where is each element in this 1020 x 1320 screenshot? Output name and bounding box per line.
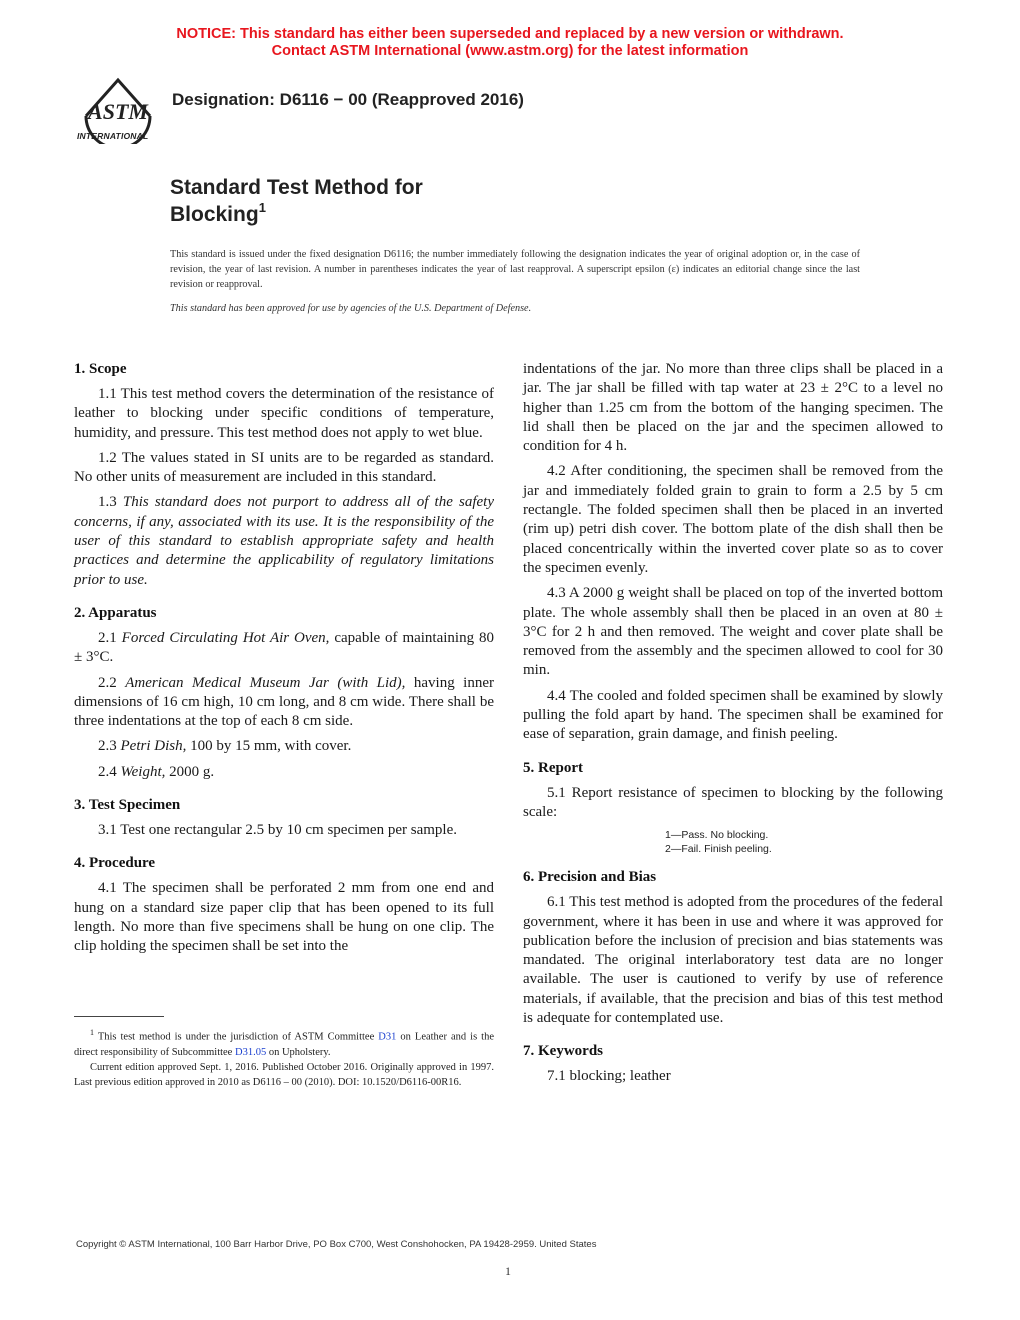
logo-text: INTERNATIONAL: [77, 131, 149, 141]
paragraph: 7.1 blocking; leather: [547, 1068, 671, 1085]
paragraph: 2.2 American Medical Museum Jar (with Lid), having inner dimensions of 16 cm high, 10 cm long, and 8 cm wide. There shall be three indentations at the top of each 8 cm side.: [74, 674, 494, 730]
notice-line-2: Contact ASTM International (www.astm.org) for the latest information: [271, 43, 749, 59]
section-apparatus: [74, 604, 494, 782]
paragraph: 4.2 After conditioning, the specimen shall be removed from the jar and immediately folded grain to grain to form a 2.5 by 5 cm rectangle. The folded specimen shall then be placed in an inverted (rim up) petri dish cover. The bottom plate of the dish shall then be placed concentrically within the inverted cover plate so as to cover the specimen evenly.: [523, 463, 943, 576]
left-column: [74, 360, 494, 965]
section-heading: 5. Report: [523, 759, 583, 776]
section-scope: [74, 360, 494, 590]
designation: Designation: D6116 − 00 (Reapproved 2016): [172, 90, 524, 109]
paragraph: 2.4 Weight, 2000 g.: [98, 763, 215, 780]
paragraph: 4.4 The cooled and folded specimen shall be examined by slowly pulling the fold apart by hand. The specimen shall be examined for ease of separation, grain damage, and finish peeling.: [523, 687, 943, 743]
footnote-mark: 1: [90, 1028, 94, 1037]
issued-note: This standard is issued under the fixed designation D6116; the number immediately following the designation indicates the year of original adoption or, in the case of revision, the year of last revision. A number in parentheses indicates the year of last reapproval. A superscript epsilon (ε) indicates an editorial change since the last revision or reapproval.: [170, 249, 860, 290]
scale-item: 1—Pass. No blocking.: [665, 829, 769, 842]
paragraph: 3.1 Test one rectangular 2.5 by 10 cm specimen per sample.: [98, 822, 457, 839]
section-heading: 4. Procedure: [74, 855, 156, 872]
paragraph: 2.1 Forced Circulating Hot Air Oven, capable of maintaining 80 ± 3°C.: [74, 629, 494, 666]
paragraph: 6.1 This test method is adopted from the procedures of the federal government, where it has been in use and where it was approved for publication before the inclusion of precision and bias statements was mandated. The original interlaboratory test data are no longer available. The user is cautioned to verify by use of reference materials, if available, that the precision and bias of this test method is adequate for contemplated use.: [523, 894, 943, 1027]
section-heading: 6. Precision and Bias: [523, 869, 657, 886]
paragraph: indentations of the jar. No more than three clips shall be placed in a jar. The jar shall be filled with tap water at 23 ± 2°C to a level no higher than 1.25 cm from the bottom of the hanging specimen. The lid shall then be placed on the jar and the specimen allowed to condition for 4 h.: [523, 361, 943, 455]
section-heading: 3. Test Specimen: [74, 797, 181, 814]
page-title: [170, 174, 423, 228]
section-specimen: [74, 796, 494, 840]
paragraph: 1.3 This standard does not purport to address all of the safety concerns, if any, associated with its use. It is the responsibility of the user of this standard to establish appropriate safety and health practices and determine the applicability of regulatory limitations prior to use.: [74, 494, 495, 588]
right-column: [523, 360, 943, 1095]
paragraph: 5.1 Report resistance of specimen to blocking by the following scale:: [523, 784, 943, 820]
dod-note: This standard has been approved for use by agencies of the U.S. Department of Defense.: [170, 303, 532, 314]
title-line-2: Blocking: [170, 203, 259, 226]
paragraph: 2.3 Petri Dish, 100 by 15 mm, with cover.: [98, 738, 352, 755]
paragraph: 1.1 This test method covers the determination of the resistance of leather to blocking under specific conditions of temperature, humidity, and pressure. This test method does not apply to wet blue.: [74, 386, 494, 441]
notice-line-1: NOTICE: This standard has either been superseded and replaced by a new version or withdrawn.: [176, 26, 844, 42]
section-procedure: [74, 854, 494, 956]
subcommittee-link[interactable]: D31.05: [234, 1046, 267, 1058]
rating-scale: [665, 828, 943, 856]
section-heading: 1. Scope: [74, 361, 127, 377]
page-number: 1: [505, 1264, 511, 1278]
paragraph: 1.2 The values stated in SI units are to be regarded as standard. No other units of measurement are included in this standard.: [74, 449, 494, 486]
section-keywords: [523, 1042, 943, 1086]
edition-note: Current edition approved Sept. 1, 2016. Published October 2016. Originally approved in 1997. Last previous edition approved in 2010 as D6116 – 00 (2010). DOI: 10.1520/D6116-00R16.: [74, 1061, 494, 1088]
logo-mark: ASTM: [88, 99, 148, 124]
copyright: Copyright © ASTM International, 100 Barr Harbor Drive, PO Box C700, West Conshohocken, PA 19428-2959. United States: [76, 1239, 597, 1250]
section-heading: 7. Keywords: [523, 1043, 603, 1060]
section-precision: [523, 868, 943, 1028]
scale-item: 2—Fail. Finish peeling.: [665, 843, 772, 856]
footnote: $^1$ This test method is under the jurisdiction of ASTM Committee D31 on Leather and is the direct responsibility of Subcommittee D31.05 on Upholstery. Current edition approved Sept. 1, 2016. Published October 2016. Originally approved in 1997. Last previous edition approved in 2010 as D6116 – 00 (2010). DOI: 10.1520/D6116-00R16.: [74, 1028, 494, 1088]
title-footnote-mark: 1: [258, 200, 266, 215]
committee-link[interactable]: D31: [378, 1031, 397, 1043]
notice-banner: [0, 26, 1020, 60]
section-report: [523, 759, 943, 857]
section-heading: 2. Apparatus: [74, 604, 157, 621]
paragraph: 4.1 The specimen shall be perforated 2 mm from one end and hung on a standard size paper clip that has been opened to its full length. No more than five specimens shall be hung on one clip. The clip holding the specimen shall be set into the: [74, 880, 494, 955]
footnote-divider: [74, 1016, 164, 1017]
title-line-1: Standard Test Method for: [170, 176, 423, 199]
paragraph: 4.3 A 2000 g weight shall be placed on top of the inverted bottom plate. The whole assembly shall then be placed in an oven at 80 ± 3°C for 2 h and then removed. The weight and cover plate shall be removed from the assembly and the specimen allowed to cool for 30 min.: [523, 585, 943, 679]
